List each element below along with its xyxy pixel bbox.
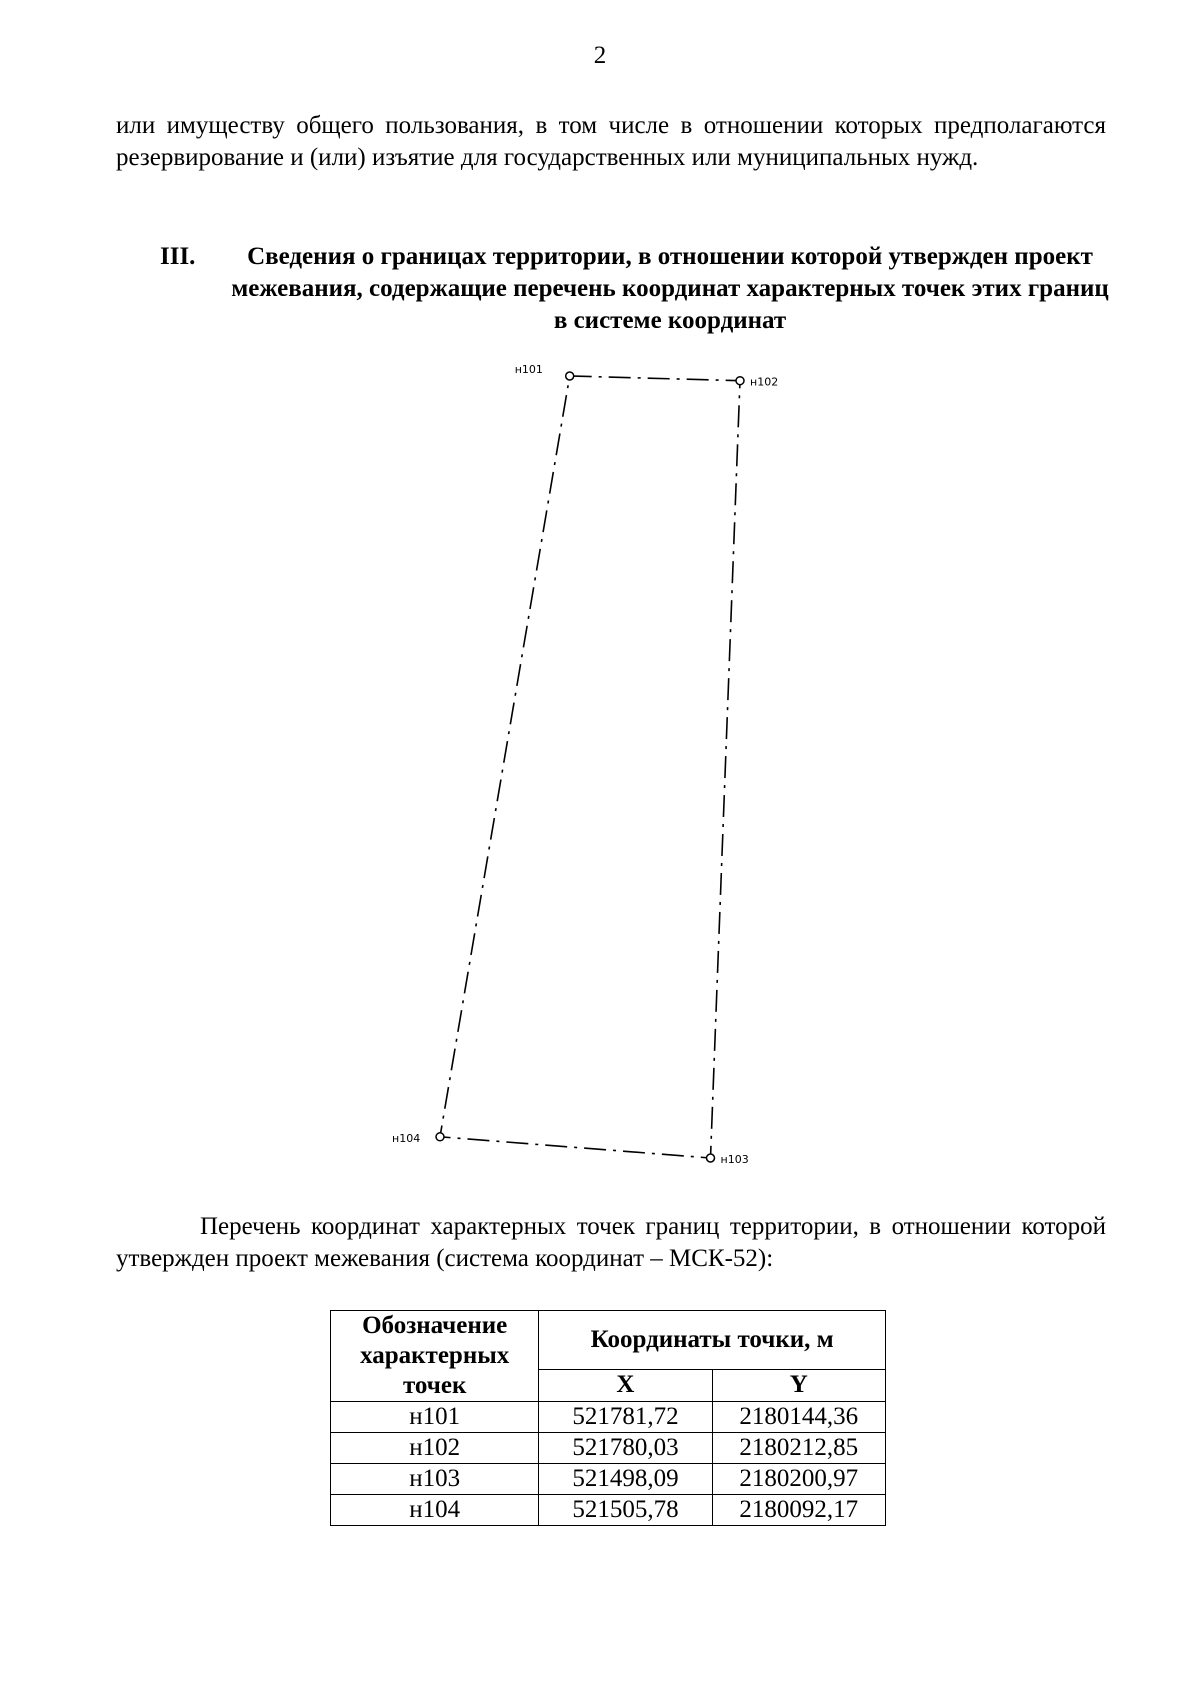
table-cell-y: 2180092,17 (712, 1495, 885, 1526)
table-cell-point: н101 (331, 1402, 539, 1433)
section-number: III. (160, 243, 196, 270)
table-row (331, 1495, 886, 1526)
boundary-points (392, 363, 778, 1166)
table-cell-point: н104 (331, 1495, 539, 1526)
table-row (331, 1433, 886, 1464)
header-y: Y (712, 1369, 885, 1401)
page-number: 2 (593, 42, 607, 69)
section-title: Сведения о границах территории, в отношении которой утвержден проект межевания, содержащие перечень координат характерных точек этих границ в системе координат (231, 243, 1109, 334)
table-cell-x: 521780,03 (539, 1433, 712, 1464)
table-cell-y: 2180144,36 (712, 1402, 885, 1433)
table-cell-point: н103 (331, 1464, 539, 1495)
header-coordinates: Координаты точки, м (539, 1311, 886, 1370)
table-cell-x: 521505,78 (539, 1495, 712, 1526)
boundary-point-marker (707, 1154, 715, 1162)
boundary-point-label: н102 (750, 375, 779, 389)
list-paragraph: Перечень координат характерных точек границ территории, в отношении которой утвержден проект межевания (система координат – МСК-52): (116, 1213, 1106, 1272)
boundary-point-label: н104 (392, 1131, 421, 1145)
boundary-point-label: н103 (720, 1153, 749, 1166)
table-cell-x: 521781,72 (539, 1402, 712, 1433)
boundary-point-marker (736, 377, 744, 385)
intro-paragraph: или имуществу общего пользования, в том числе в отношении которых предполагаются резервирование и (или) изъятие для государственных или муниципальных нужд. (116, 112, 1106, 171)
table-row (331, 1402, 886, 1433)
boundary-point-marker (566, 372, 574, 380)
header-designation: Обозначение характерных точек (331, 1311, 539, 1402)
table-cell-point: н102 (331, 1433, 539, 1464)
table-cell-y: 2180200,97 (712, 1464, 885, 1495)
coordinates-table (330, 1310, 886, 1526)
table-row (331, 1464, 886, 1495)
boundary-line (440, 376, 740, 1158)
boundary-point-label: н101 (514, 363, 543, 376)
coordinates-table-body (331, 1402, 886, 1526)
table-cell-x: 521498,09 (539, 1464, 712, 1495)
header-x: X (539, 1369, 712, 1401)
boundary-point-marker (436, 1133, 444, 1141)
table-cell-y: 2180212,85 (712, 1433, 885, 1464)
